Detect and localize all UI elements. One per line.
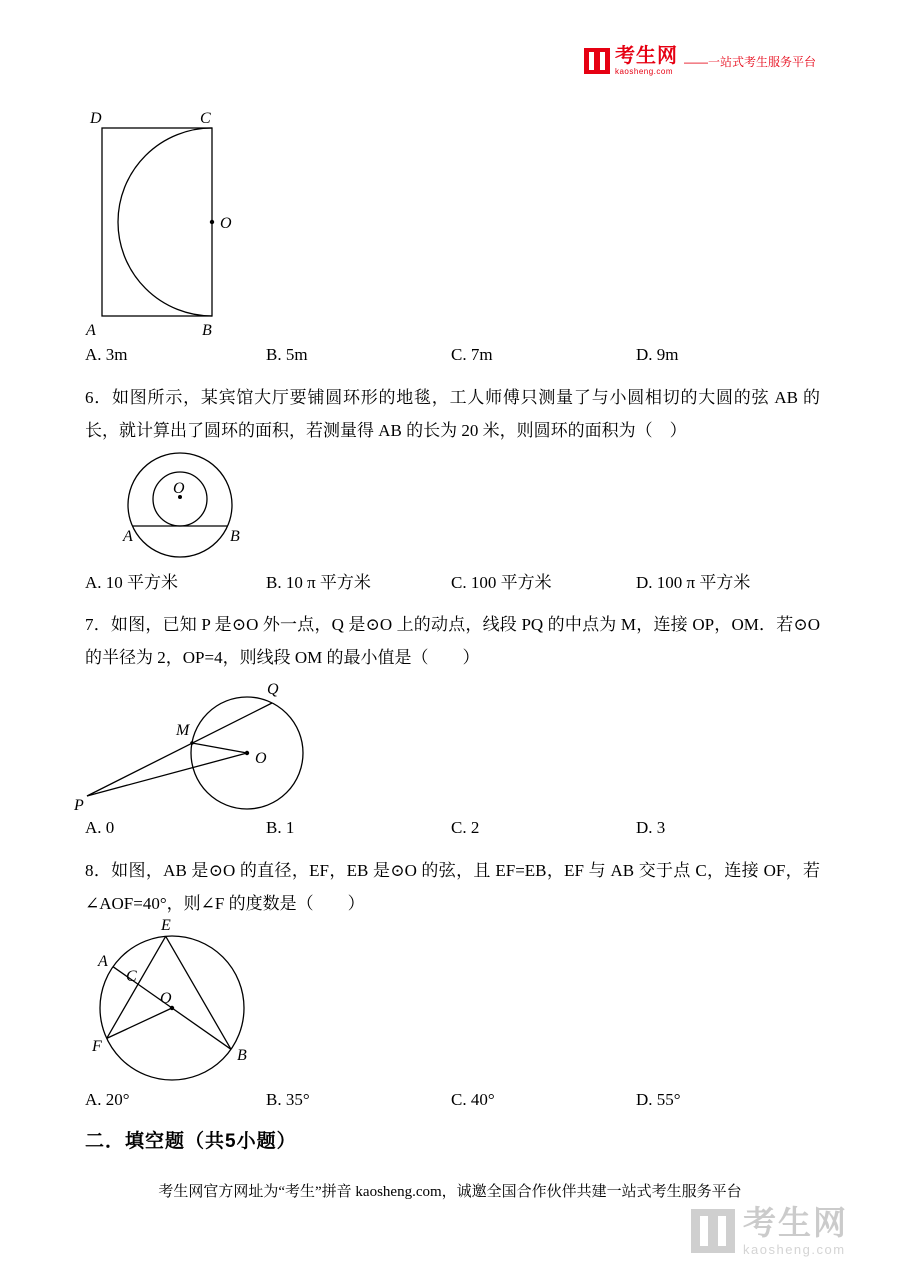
label-B: B <box>237 1047 247 1064</box>
label-C: C <box>126 968 137 985</box>
q8-option-c: C. 40° <box>451 1090 495 1109</box>
label-M: M <box>176 722 190 739</box>
q8-option-a: A. 20° <box>85 1090 130 1109</box>
kaosheng-watermark-icon <box>691 1209 735 1253</box>
segment-PO <box>87 753 247 796</box>
question-8-text: 8．如图，AB 是⊙O 的直径，EF，EB 是⊙O 的弦，且 EF=EB，EF 与 AB 交于点 C，连接 OF，若∠AOF=40°，则∠F 的度数是（ ） <box>85 861 820 914</box>
label-F: F <box>92 1038 102 1055</box>
q6-option-d: D. 100 π 平方米 <box>636 573 751 592</box>
label-O: O <box>220 215 232 232</box>
figure-q6-annulus <box>80 448 280 568</box>
chord-EB <box>166 936 231 1049</box>
q6-option-b: B. 10 π 平方米 <box>266 573 371 592</box>
label-A: A <box>123 528 133 545</box>
q6-options <box>85 568 820 593</box>
label-Q: Q <box>267 681 279 698</box>
label-C: C <box>200 110 211 127</box>
segment-PQ <box>87 703 272 796</box>
question-7-text: 7．如图，已知 P 是⊙O 外一点，Q 是⊙O 上的动点，线段 PQ 的中点为 M，连接 OP，OM．若⊙O 的半径为 2，OP=4，则线段 OM 的最小值是（ ） <box>85 615 820 668</box>
segment-OM <box>192 743 247 753</box>
logo-name: 考生网 <box>614 45 678 67</box>
logo-domain: kaosheng.com <box>614 67 674 76</box>
kaosheng-watermark <box>691 1206 848 1256</box>
label-B: B <box>202 322 212 339</box>
q8-options <box>85 1090 820 1110</box>
watermark-name: 考生网 <box>743 1204 848 1241</box>
q8-option-b: B. 35° <box>266 1090 310 1109</box>
label-O: O <box>160 990 172 1007</box>
label-O: O <box>173 480 185 497</box>
label-B: B <box>230 528 240 545</box>
kaosheng-logo-icon <box>584 48 610 74</box>
point-M-dot <box>190 741 194 745</box>
logo-tagline: ——一站式考生服务平台 <box>683 54 816 69</box>
chord-EF <box>107 936 166 1038</box>
q6-option-a: A. 10 平方米 <box>85 573 179 592</box>
figure-q8-circle-EFAB <box>72 918 287 1098</box>
q7-options <box>85 818 820 838</box>
q7-option-c: C. 2 <box>451 818 480 837</box>
outer-circle <box>128 453 232 557</box>
label-A: A <box>98 953 108 970</box>
q6-option-c: C. 100 平方米 <box>451 573 552 592</box>
q5-option-b: B. 5m <box>266 345 308 364</box>
footer-text: 考生网官方网址为“考生”拼音 kaosheng.com，诚邀全国合作伙伴共建一站式考生服务平台 <box>158 1184 742 1200</box>
q5-option-a: A. 3m <box>85 345 128 364</box>
q8-option-d: D. 55° <box>636 1090 681 1109</box>
section-2-title: 二．填空题（共5小题） <box>85 1131 297 1152</box>
q7-option-a: A. 0 <box>85 818 115 837</box>
site-logo <box>584 46 816 76</box>
q7-option-b: B. 1 <box>266 818 295 837</box>
watermark-domain: kaosheng.com <box>743 1242 846 1257</box>
watermark-text-block <box>743 1206 848 1256</box>
label-E: E <box>161 918 171 934</box>
figure-q5-rectangle-semicircle <box>72 108 237 343</box>
q5-option-d: D. 9m <box>636 345 679 364</box>
q5-option-c: C. 7m <box>451 345 493 364</box>
point-O-dot <box>245 751 249 755</box>
q7-option-d: D. 3 <box>636 818 666 837</box>
label-D: D <box>90 110 102 127</box>
logo-text-block <box>615 46 678 76</box>
semicircle-arc <box>118 128 212 316</box>
label-O: O <box>255 750 267 767</box>
figure-q7-circle-PQM <box>62 678 332 838</box>
point-O-dot <box>210 220 214 224</box>
q5-options <box>85 345 820 365</box>
label-P: P <box>74 797 84 814</box>
question-6-text: 6．如图所示，某宾馆大厅要铺圆环形的地毯，工人师傅只测量了与小圆相切的大圆的弦 AB 的长，就计算出了圆环的面积，若测量得 AB 的长为 20 米，则圆环的面积为（ ） <box>85 388 820 441</box>
radius-OF <box>107 1008 172 1038</box>
label-A: A <box>86 322 96 339</box>
